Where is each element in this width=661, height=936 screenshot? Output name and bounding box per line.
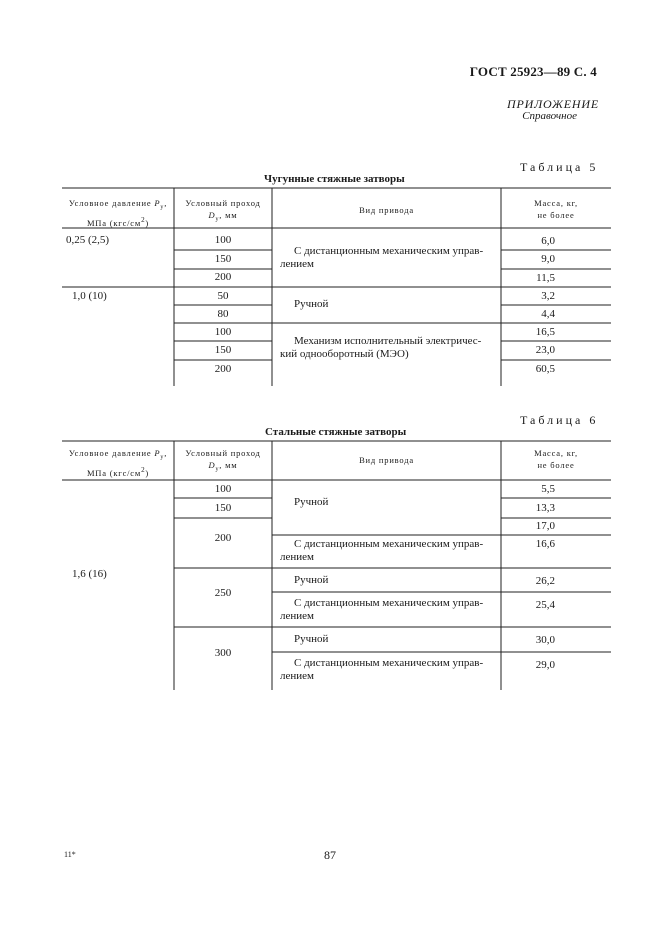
- t6-diameter-cell: 300: [214, 647, 232, 659]
- t5-diameter-cell: 100: [214, 234, 232, 246]
- t5-mass-cell: 6,0: [541, 235, 555, 247]
- document-header: ГОСТ 25923—89 С. 4: [469, 64, 597, 79]
- t6-mass-cell: 16,6: [535, 538, 555, 550]
- t6-header-pressure: Условное давление $P_y$, МПа $(кгс/см^2)$: [68, 448, 168, 478]
- t5-header-mass: Масса, кг, не более: [534, 198, 578, 220]
- t5-mass-cell: 4,4: [541, 308, 555, 320]
- t5-header-diameter: Условный проход $D_y$, мм: [185, 198, 261, 223]
- t6-header-mass: Масса, кг, не более: [534, 448, 578, 470]
- t6-diameter-cell: 100: [214, 483, 232, 495]
- t6-drive-cell: С дистанционным механическим управ- лением: [280, 657, 484, 682]
- t6-mass-cell: 30,0: [535, 634, 555, 646]
- t6-mass-cell: 25,4: [535, 599, 555, 611]
- t5-mass-cell: 9,0: [541, 253, 555, 265]
- t6-mass-cell: 13,3: [535, 502, 555, 514]
- t5-diameter-cell: 50: [217, 290, 229, 302]
- t6-mass-cell: 26,2: [535, 575, 555, 587]
- appendix-title: ПРИЛОЖЕНИЕ: [507, 97, 599, 111]
- t5-mass-cell: 60,5: [535, 363, 555, 375]
- appendix-subtitle: Справочное: [522, 110, 577, 122]
- t6-mass-cell: 17,0: [535, 520, 555, 532]
- t6-mass-cell: 29,0: [535, 659, 555, 671]
- t6-diameter-cell: 150: [214, 502, 232, 514]
- t5-drive-cell: Ручной: [294, 298, 329, 310]
- footer-mark: 11*: [64, 850, 76, 859]
- table6-label: Таблица 6: [520, 413, 599, 427]
- t6-pressure-cell: 1,6 (16): [72, 568, 107, 580]
- t5-pressure-cell: 0,25 (2,5): [66, 234, 110, 246]
- t5-mass-cell: 3,2: [541, 290, 555, 302]
- t5-drive-cell: С дистанционным механическим управ- лением: [280, 245, 484, 270]
- t5-drive-cell: Механизм исполнительный электричес- кий однооборотный (МЭО): [280, 335, 482, 360]
- t6-drive-cell: Ручной: [294, 574, 329, 586]
- t5-diameter-cell: 150: [214, 344, 232, 356]
- t6-drive-cell: Ручной: [294, 633, 329, 645]
- t5-header-pressure: Условное давление $P_y$, МПа $(кгс/см^2)$: [68, 198, 168, 228]
- t5-mass-cell: 16,5: [535, 326, 555, 338]
- t5-diameter-cell: 150: [214, 253, 232, 265]
- t5-mass-cell: 23,0: [535, 344, 555, 356]
- page-number: 87: [324, 848, 336, 862]
- table5-title: Чугунные стяжные затворы: [264, 173, 405, 185]
- t5-mass-cell: 11,5: [536, 272, 555, 284]
- t6-drive-cell: С дистанционным механическим управ- лением: [280, 597, 484, 622]
- t5-diameter-cell: 200: [214, 271, 232, 283]
- t5-pressure-cell: 1,0 (10): [72, 290, 107, 302]
- t6-header-diameter: Условный проход $D_y$, мм: [185, 448, 261, 473]
- t5-diameter-cell: 80: [217, 308, 229, 320]
- table5-label: Таблица 5: [520, 160, 599, 174]
- t5-diameter-cell: 200: [214, 363, 232, 375]
- table6-title: Стальные стяжные затворы: [265, 426, 407, 438]
- t6-drive-cell: Ручной: [294, 496, 329, 508]
- t6-header-drive: Вид привода: [359, 455, 414, 465]
- t6-mass-cell: 5,5: [541, 483, 555, 495]
- t6-drive-cell: С дистанционным механическим управ- лением: [280, 538, 484, 563]
- t6-diameter-cell: 200: [214, 532, 232, 544]
- t5-header-drive: Вид привода: [359, 205, 414, 215]
- t5-diameter-cell: 100: [214, 326, 232, 338]
- t6-diameter-cell: 250: [214, 587, 232, 599]
